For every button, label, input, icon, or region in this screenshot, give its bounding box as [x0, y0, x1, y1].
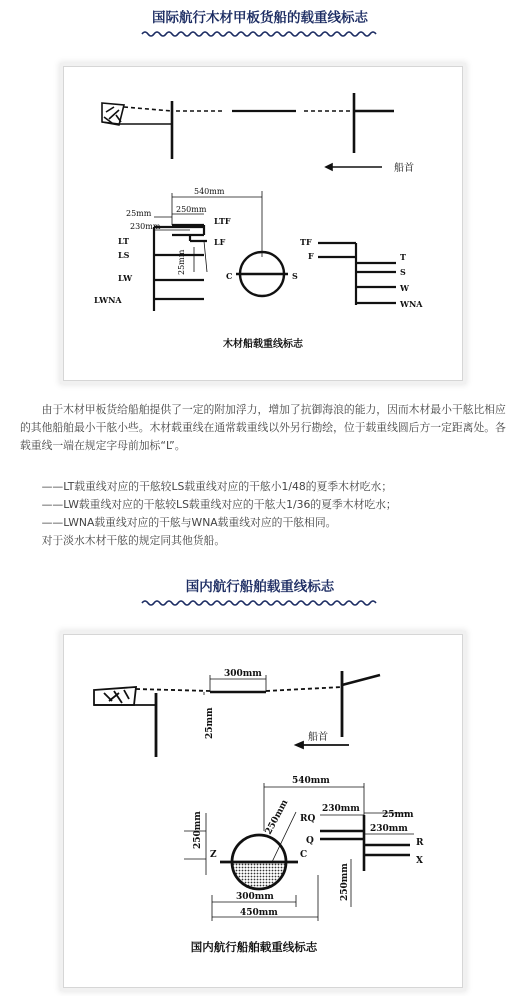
mark-W: W [400, 283, 409, 293]
section-title-international: 国际航行木材甲板货船的载重线标志 [152, 10, 368, 26]
timber-load-line-diagram [64, 67, 462, 380]
list-item: ——LT载重线对应的干舷较LS载重线对应的干舷小1/48的夏季木材吃水； [41, 480, 393, 493]
mark-RQ: RQ [300, 814, 316, 824]
figure-caption-timber: 木材船载重线标志 [223, 339, 303, 350]
mark-C: C [226, 271, 233, 281]
mark-LTF: LTF [214, 216, 231, 226]
mark-LF: LF [214, 237, 226, 247]
dim-230-a: 230mm [322, 804, 360, 814]
figure-frame-domestic [63, 634, 463, 988]
dim-540: 540mm [194, 187, 225, 196]
figure-frame-timber [63, 66, 463, 381]
mark-TF: TF [300, 237, 312, 247]
mark-LT: LT [118, 236, 129, 246]
dim-540: 540mm [292, 776, 330, 786]
mark-LWNA: LWNA [94, 295, 122, 305]
mark-X: X [416, 856, 423, 866]
mark-S: S [292, 271, 298, 281]
bow-label-2: 船首 [308, 732, 328, 743]
mark-LS: LS [118, 250, 130, 260]
mark-T: T [400, 252, 406, 262]
mark-Z: Z [210, 850, 217, 860]
section-title-domestic: 国内航行船舶载重线标志 [185, 579, 335, 595]
list-item: 对于淡水木材干舷的规定同其他货船。 [41, 534, 226, 547]
dim-250: 250mm [176, 205, 207, 214]
dim-25-vertical: 25mm [177, 249, 186, 275]
dim-25-vertical: 25mm [205, 707, 215, 739]
title-wave-divider-2 [0, 597, 520, 609]
dim-450: 450mm [240, 908, 278, 918]
mark-Q: Q [306, 836, 314, 846]
dim-250-left: 250mm [193, 811, 203, 849]
dim-300-bottom: 300mm [236, 892, 274, 902]
dim-250-diagonal: 250mm [263, 798, 291, 837]
mark-F: F [308, 251, 314, 261]
list-item: ——LWNA载重线对应的干舷与WNA载重线对应的干舷相同。 [41, 516, 337, 529]
dim-300-top: 300mm [224, 669, 262, 679]
mark-S-right: S [400, 267, 406, 277]
dim-25: 25mm [382, 810, 414, 820]
dim-230-b: 230mm [370, 824, 408, 834]
paragraph-text: 由于木材甲板货给船舶提供了一定的附加浮力，增加了抗御海浪的能力，因而木材最小干舷比相应的其他船舶最小干舷小些。木材载重线在通常载重线以外另行勘绘，位于载重线圆后方一定距离处。各载重线一端在规定字母前加标“L”。 [20, 403, 506, 452]
title-wave-divider [0, 28, 520, 40]
dim-250-right: 250mm [340, 863, 350, 901]
timber-rules-list [20, 478, 506, 550]
intro-paragraph [20, 401, 506, 455]
mark-WNA: WNA [400, 299, 423, 309]
list-item: ——LW载重线对应的干舷较LS载重线对应的干舷大1/36的夏季木材吃水； [41, 498, 397, 511]
mark-C-domestic: C [300, 850, 308, 860]
mark-R: R [416, 838, 424, 848]
bow-label: 船首 [394, 163, 414, 174]
domestic-load-line-diagram [64, 635, 462, 987]
mark-LW: LW [118, 273, 133, 283]
dim-25: 25mm [126, 209, 152, 218]
dim-230: 230mm [130, 222, 161, 231]
figure-caption-domestic: 国内航行船舶载重线标志 [190, 940, 318, 954]
